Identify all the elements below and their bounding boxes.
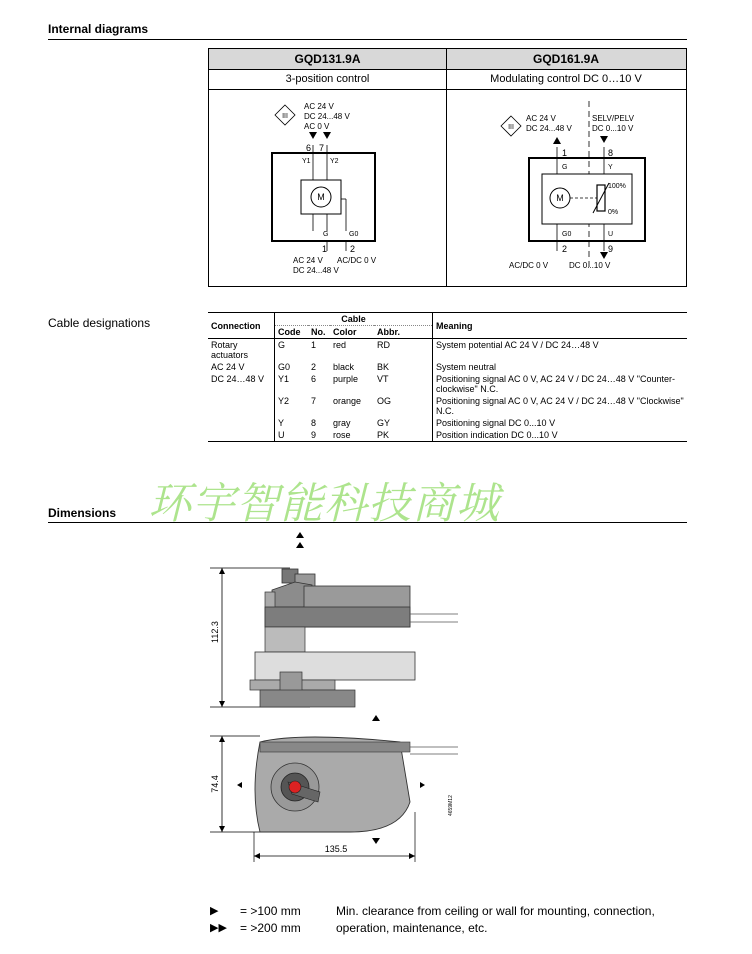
- cell-no: 7: [311, 396, 317, 406]
- wire-y: Y: [608, 164, 613, 171]
- arrow-down-icon: [309, 132, 317, 139]
- cell-meaning: Positioning signal AC 0 V, AC 24 V / DC 24…48 V "Counter-clockwise" N.C.: [433, 373, 688, 395]
- supply-label-2: DC 24...48 V: [526, 124, 572, 133]
- table-row: [208, 395, 687, 417]
- cell-no: 1: [311, 340, 317, 350]
- wire-g0: G0: [349, 231, 359, 238]
- terminal-8: 8: [608, 148, 614, 158]
- wire-g0: G0: [562, 231, 572, 238]
- section-title-cable-designations: Cable designations: [48, 316, 151, 330]
- dimension-drawing: [200, 532, 460, 872]
- cell-color: orange: [333, 396, 362, 406]
- header-color: Color: [333, 327, 357, 337]
- class-iii-label: III: [282, 113, 288, 120]
- cell-abbr: RD: [377, 340, 390, 350]
- cell-code: G: [275, 339, 309, 362]
- cable-table: [208, 312, 687, 442]
- clearance-arrow-icon: [372, 715, 380, 721]
- motor-label: M: [556, 193, 564, 203]
- legend-text: operation, maintenance, etc.: [336, 921, 488, 935]
- clearance-arrow-icon: [296, 532, 304, 538]
- cell-no: 9: [311, 430, 317, 440]
- wiring-diagram-left: [209, 89, 446, 286]
- bottom-label-3: DC 24...48 V: [293, 266, 339, 275]
- wiring-diagram-right: [447, 89, 687, 286]
- single-arrow-icon: ▶: [210, 905, 219, 917]
- header-meaning: Meaning: [433, 313, 688, 339]
- bottom-label-2: DC 0...10 V: [569, 261, 611, 270]
- header-cable: Cable: [275, 313, 433, 326]
- drawing-id: 4659M12: [448, 795, 454, 816]
- clearance-arrow-icon: [296, 542, 304, 548]
- motor-label: M: [317, 192, 325, 202]
- terminal-9: 9: [608, 244, 614, 254]
- cell-meaning: System neutral: [433, 361, 688, 373]
- pot-label-100: 100%: [608, 183, 626, 190]
- cell-connection: DC 24…48 V: [211, 374, 265, 384]
- cell-no: 6: [311, 374, 317, 384]
- dimension-height-bottom: 74.4: [210, 775, 220, 793]
- cell-color: red: [333, 340, 347, 350]
- bottom-label-1: AC 24 V: [293, 256, 323, 265]
- cell-connection: AC 24 V: [211, 362, 245, 372]
- table-row: [208, 373, 687, 395]
- clearance-arrow-icon: [237, 782, 242, 788]
- header-code: Code: [275, 326, 309, 339]
- cell-no: 2: [311, 362, 317, 372]
- cell-connection: Rotary actuators: [211, 340, 249, 360]
- selv-signal-label: DC 0...10 V: [592, 124, 634, 133]
- diagram-table-subheader: [209, 69, 686, 90]
- cell-meaning: Positioning signal DC 0...10 V: [433, 417, 688, 429]
- pot-label-0: 0%: [608, 209, 619, 216]
- header-connection: Connection: [211, 320, 261, 331]
- wire-g: G: [323, 231, 329, 238]
- section-rule: [48, 522, 687, 523]
- terminal-7: 7: [319, 143, 325, 153]
- diagram-table-header: [209, 49, 686, 70]
- wire-y2: Y2: [330, 158, 339, 165]
- legend-value: = >100 mm: [240, 904, 301, 918]
- cell-color: rose: [333, 430, 351, 440]
- cell-meaning: Positioning signal AC 0 V, AC 24 V / DC 24…48 V "Clockwise" N.C.: [433, 395, 688, 417]
- cell-no: 8: [311, 418, 317, 428]
- cell-color: black: [333, 362, 355, 372]
- header-no: No.: [311, 327, 326, 337]
- section-rule: [48, 39, 687, 40]
- supply-label-3: AC 0 V: [304, 122, 330, 131]
- supply-label-1: AC 24 V: [526, 114, 556, 123]
- dimension-width: 135.5: [324, 844, 348, 854]
- diagram-table: [208, 48, 687, 287]
- model-left: GQD131.9A: [294, 52, 361, 66]
- section-title-dimensions: Dimensions: [48, 506, 117, 520]
- terminal-1: 1: [322, 244, 328, 254]
- table-row: [208, 417, 687, 429]
- terminal-2: 2: [562, 244, 568, 254]
- cell-connection: [208, 429, 275, 442]
- cell-color: gray: [333, 418, 351, 428]
- wire-y1: Y1: [302, 158, 311, 165]
- supply-label-2: DC 24...48 V: [304, 112, 350, 121]
- terminal-6: 6: [306, 143, 312, 153]
- cell-meaning: System potential AC 24 V / DC 24…48 V: [433, 339, 688, 362]
- table-row: [208, 361, 687, 373]
- legend-value: = >200 mm: [240, 921, 301, 935]
- dimension-height-top: 112.3: [210, 621, 220, 643]
- table-row: [208, 339, 687, 362]
- subtitle-left: 3-position control: [285, 73, 370, 85]
- cell-connection: [208, 395, 275, 417]
- selv-label: SELV/PELV: [592, 114, 634, 123]
- arrow-down-icon: [323, 132, 331, 139]
- supply-label-1: AC 24 V: [304, 102, 334, 111]
- wire-u: U: [608, 231, 614, 238]
- terminal-1: 1: [562, 148, 568, 158]
- arrow-down-icon: [600, 136, 608, 143]
- clearance-arrow-icon: [420, 782, 425, 788]
- subtitle-right: Modulating control DC 0…10 V: [490, 73, 642, 85]
- header-abbr: Abbr.: [377, 327, 401, 337]
- cell-connection: [208, 417, 275, 429]
- model-right: GQD161.9A: [532, 52, 600, 66]
- cell-color: purple: [333, 374, 359, 384]
- wire-g: G: [562, 164, 568, 171]
- cell-code: Y2: [275, 395, 309, 417]
- cell-code: Y: [275, 417, 309, 429]
- cell-code: Y1: [275, 373, 309, 395]
- bottom-label-2: AC/DC 0 V: [337, 256, 377, 265]
- cell-meaning: Position indication DC 0...10 V: [433, 429, 688, 442]
- clearance-arrow-icon: [372, 838, 380, 844]
- table-row: [208, 429, 687, 442]
- cell-abbr: VT: [377, 374, 389, 384]
- cell-abbr: BK: [377, 362, 390, 372]
- class-iii-label: III: [508, 124, 514, 131]
- watermark: 环宇智能科技商城: [148, 479, 500, 529]
- cell-abbr: GY: [377, 418, 391, 428]
- bottom-label-1: AC/DC 0 V: [509, 261, 549, 270]
- terminal-2: 2: [350, 244, 356, 254]
- arrow-up-icon: [553, 137, 561, 144]
- arrow-down-icon: [600, 252, 608, 259]
- section-title-internal-diagrams: Internal diagrams: [48, 22, 149, 36]
- cell-code: G0: [275, 361, 309, 373]
- cell-abbr: OG: [377, 396, 392, 406]
- cell-code: U: [275, 429, 309, 442]
- cell-abbr: PK: [377, 430, 390, 440]
- legend-text: Min. clearance from ceiling or wall for mounting, connection,: [336, 904, 655, 918]
- double-arrow-icon: ▶▶: [210, 922, 227, 934]
